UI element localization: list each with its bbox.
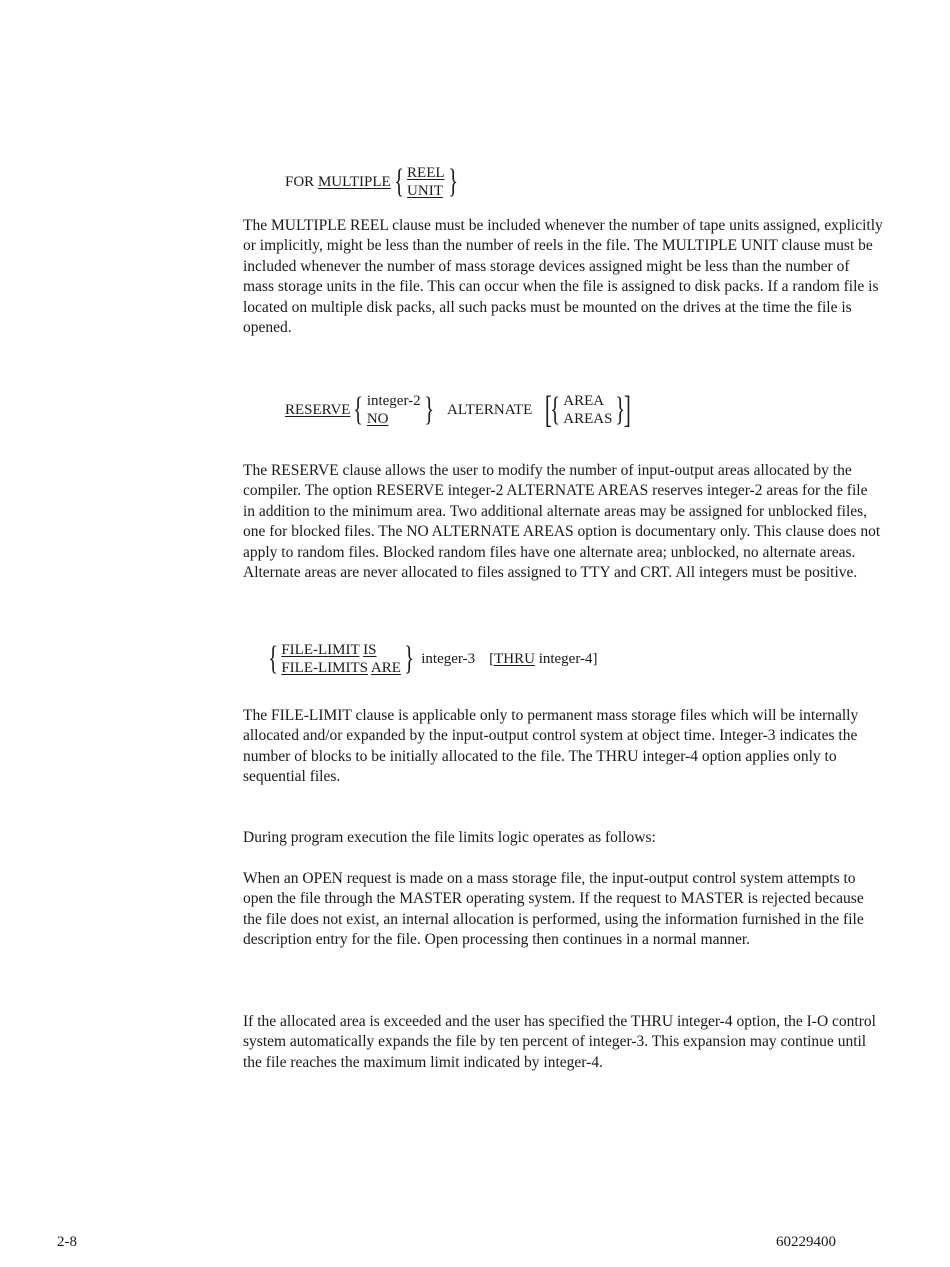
- right-brace: }: [615, 391, 626, 428]
- right-bracket: ]: [592, 651, 598, 667]
- paragraph-reserve: The RESERVE clause allows the user to modify the number of input-output areas allocated by the compiler. The option RESERVE integer-2 ALTERNATE AREAS reserves integer-2 areas for the file in addition to the minimum area. Two additional alternate areas may be assigned for unblocked files, one for blocked files. The NO ALTERNATE AREAS option is documentary only. This clause does not apply to random files. Blocked random files have one alternate area; unblocked, no alternate areas. Alternate areas are never allocated to files assigned to TTY and CRT. All integers must be positive.: [243, 462, 881, 582]
- keyword-multiple: MULTIPLE: [317, 174, 391, 190]
- choice-file-limit-is: [281, 641, 401, 659]
- left-bracket: [: [545, 389, 553, 431]
- choice-file-limits-are: [281, 659, 401, 677]
- right-brace: }: [447, 163, 458, 200]
- left-brace: {: [550, 391, 560, 428]
- choice-integer-2: integer-2: [366, 393, 421, 409]
- right-brace: }: [404, 640, 414, 677]
- choice-stack: [281, 641, 401, 677]
- keyword-file-limits: FILE-LIMITS: [281, 660, 368, 676]
- choice-stack: [367, 392, 421, 428]
- paragraph-file-limit: The FILE-LIMIT clause is applicable only to permanent mass storage files which will be internally allocated and/or expanded by the input-output control system at object time. Integer-3 indicates the number of blocks to be initially allocated to the file. The THRU integer-4 option applies only to sequential files.: [243, 707, 859, 786]
- paragraph-area-exceeded: If the allocated area is exceeded and the user has specified the THRU integer-4 option, the I-O control system automatically expands the file by ten percent of integer-3. This expansion may continue until the file reaches the maximum limit indicated by integer-4.: [243, 1013, 876, 1071]
- syntax-multiple: [285, 164, 461, 200]
- keyword-file-limit: FILE-LIMIT: [281, 642, 360, 658]
- paragraph-multiple: The MULTIPLE REEL clause must be included whenever the number of tape units assigned, explicitly or implicitly, might be less than the number of reels in the file. The MULTIPLE UNIT clause must be included whenever the number of mass storage devices assigned might be less than the number of mass storage units in the file. This can occur when the file is assigned to disk packs. If a random file is located on multiple disk packs, all such packs must be mounted on the drives at the time the file is opened.: [243, 217, 883, 337]
- choice-no: NO: [366, 411, 389, 427]
- left-brace: {: [268, 640, 279, 677]
- operand-integer-4: integer-4: [538, 651, 593, 667]
- syntax-file-limit: [265, 641, 598, 677]
- keyword-are: ARE: [370, 660, 401, 676]
- page-number: 2-8: [57, 1234, 77, 1250]
- option-stack: [563, 392, 612, 428]
- paragraph-execution: During program execution the file limits logic operates as follows:: [243, 829, 656, 846]
- right-brace: }: [423, 391, 434, 428]
- option-areas: AREAS: [563, 411, 613, 427]
- option-area: AREA: [563, 393, 605, 409]
- choice-stack: [407, 164, 445, 200]
- keyword-alternate: ALTERNATE: [446, 402, 533, 418]
- right-bracket: ]: [623, 389, 631, 431]
- paragraph-open-request: When an OPEN request is made on a mass storage file, the input-output control system attempts to open the file through the MASTER operating system. If the request to MASTER is rejected because the file does not exist, an internal allocation is performed, using the information furnished in the file description entry for the file. Open processing then continues in a normal manner.: [243, 870, 864, 949]
- document-number: 60229400: [776, 1234, 836, 1250]
- keyword-for: FOR: [285, 174, 315, 190]
- left-bracket: [: [489, 651, 495, 667]
- operand-integer-3: integer-3: [421, 651, 476, 667]
- left-brace: {: [353, 391, 364, 428]
- keyword-thru: THRU: [494, 651, 535, 667]
- syntax-reserve: [285, 391, 633, 429]
- keyword-is: IS: [363, 642, 377, 658]
- choice-unit: UNIT: [407, 183, 443, 199]
- choice-reel: REEL: [407, 165, 445, 181]
- left-brace: {: [393, 163, 404, 200]
- keyword-reserve: RESERVE: [285, 402, 351, 418]
